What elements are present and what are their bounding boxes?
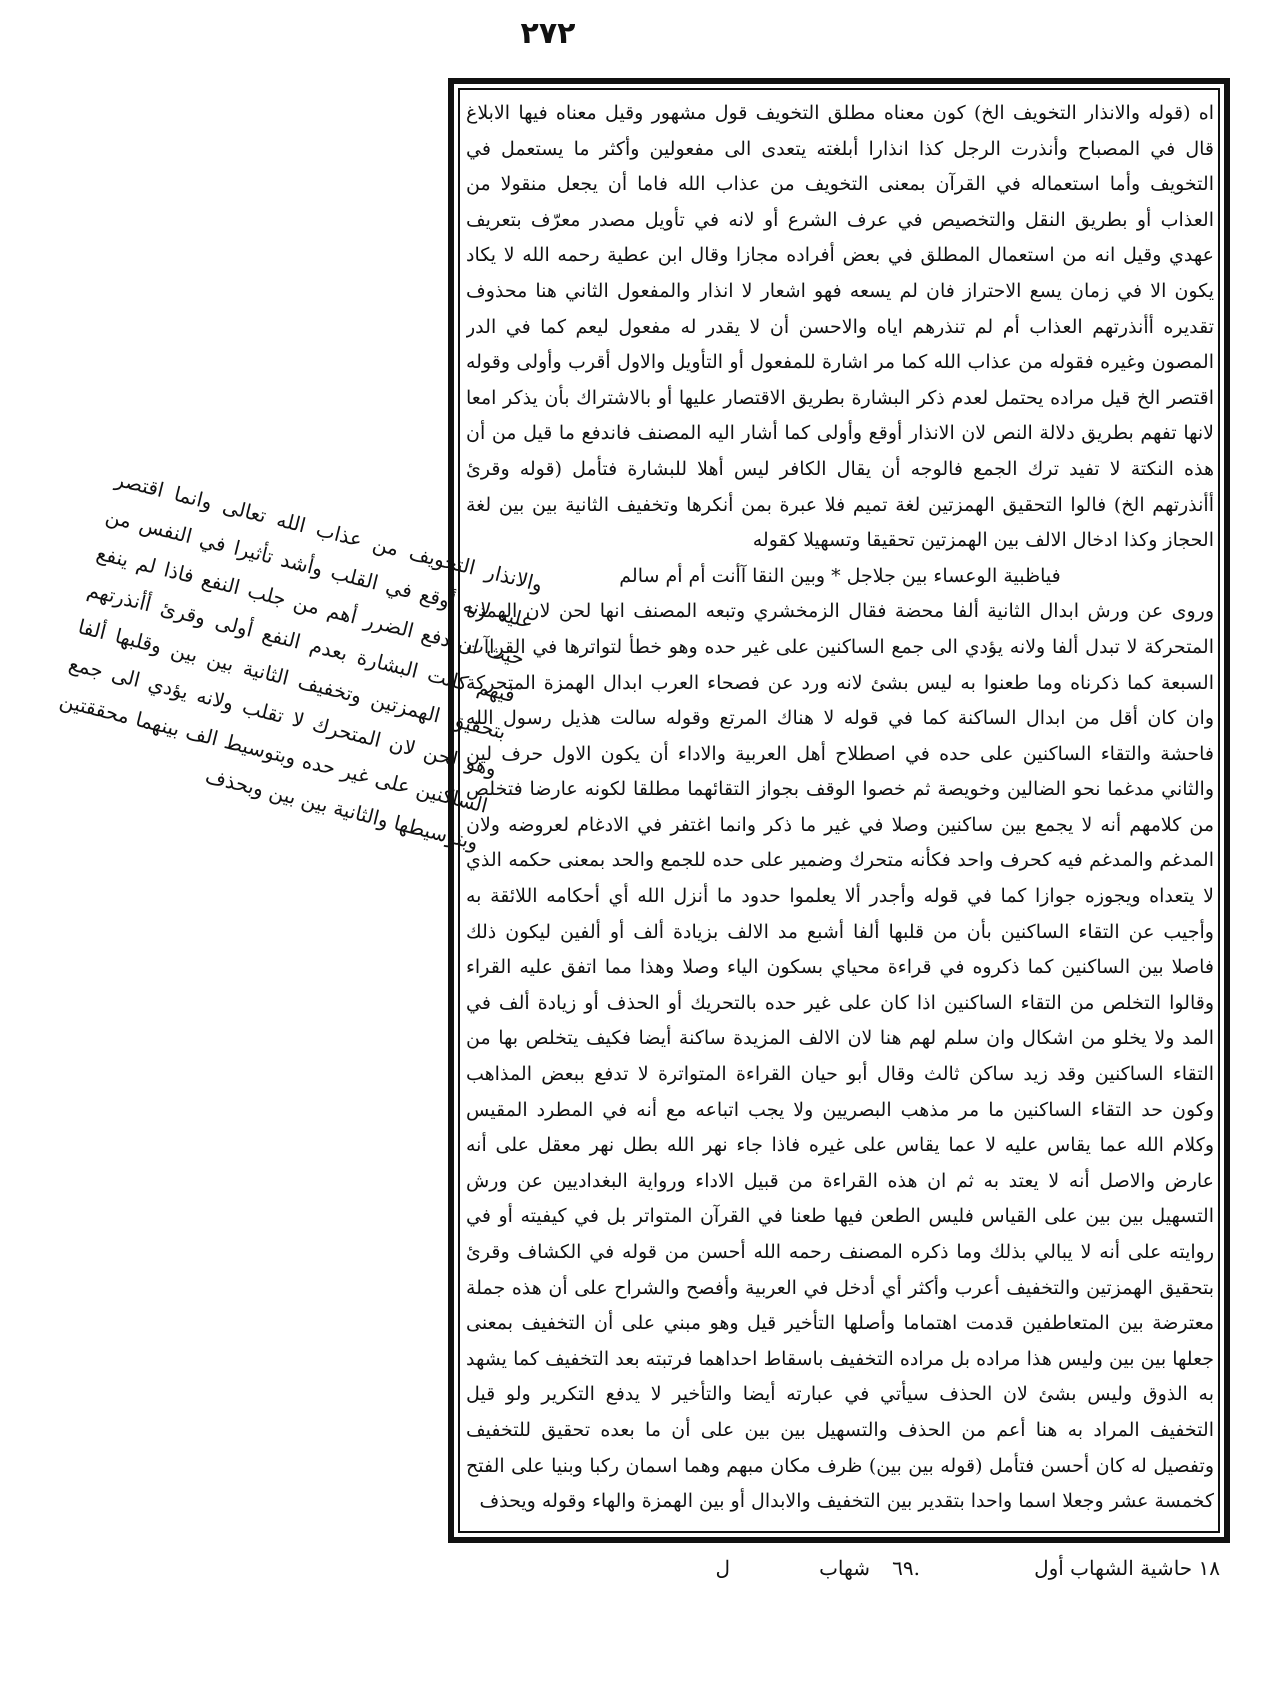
margin-note-text: والانذار التخويف من عذاب الله تعالى وانما اقتصر عليه لانه أوقع في القلب وأشد تأثيرا في النفس من حيث ان دفع الضرر أهم من جلب النفع فاذا لم ينفع فيهم كانت البشارة بعدم النفع أولى وقرئ أأنذرتهم بتحقيق الهمزتين وتخفيف الثانية بين بين وقلبها ألفا وهو لحن لان المتحرك لا تقلب ولانه يؤدي الى جمع الساكنين على غير حده وبتوسيط الف بينهما محققتين وبتوسيطها والثانية بين بين وبحذف: [57, 466, 546, 855]
footer-label: شهاب: [819, 1556, 870, 1580]
main-text-block: اه (قوله والانذار التخويف الخ) كون معناه مطلق التخويف قول مشهور وقيل معناه فيها الابلاغ قال في المصباح وأنذرت الرجل كذا انذارا أبلغته يتعدى الى مفعولين وأكثر ما يستعمل في التخويف وأما استعماله في القرآن بمعنى التخويف من عذاب الله فاما أن يجعل منقولا من العذاب أو بطريق النقل والتخصيص في عرف الشرع أو لانه في تأويل مصدر معرّف بتعريف عهدي وقيل انه من استعمال المطلق في بعض أفراده مجازا وقال ابن عطية رحمه الله لا يكاد يكون الا في زمان يسع الاحتراز فان لم يسعه فهو اشعار لا انذار والمفعول الثاني هنا محذوف تقديره أأنذرتهم العذاب أم لم تنذرهم اياه والاحسن أن لا يقدر له مفعول ليعم كما في الدر المصون وغيره فقوله من عذاب الله كما مر اشارة للمفعول أو التأويل والاول أقرب وأولى وقوله اقتصر الخ قيل مراده يحتمل لعدم ذكر البشارة بطريق الاقتصار عليها أو بالاشتراك بأن يذكر امعا لانها تفهم بطريق دلالة النص لان الانذار أوقع وأولى كما أشار اليه المصنف فاندفع ما قيل من أن هذه النكتة لا تفيد ترك الجمع فالوجه أن يقال الكافر ليس أهلا للبشارة فتأمل (قوله وقرئ أأنذرتهم الخ) فالوا التحقيق الهمزتين لغة تميم فلا عبرة بمن أنكرها وتخفيف الثانية بين بين لغة الحجاز وكذا ادخال الالف بين الهمزتين تحقيقا وتسهيلا كقوله: [466, 102, 1214, 552]
main-text-body: [466, 96, 1214, 1528]
footer-signature: ١٨ حاشية الشهاب أول: [1034, 1556, 1220, 1580]
footer-letter: ل: [715, 1556, 730, 1580]
page-footer: [448, 1548, 1230, 1588]
footer-number: .٦٩: [892, 1556, 920, 1580]
verse-line: فياظبية الوعساء بين جلاجل * وبين النقا آأنت أم أم سالم: [619, 564, 1061, 587]
main-text-block: وروى عن ورش ابدال الثانية ألفا محضة فقال الزمخشري وتبعه المصنف انها لحن لان الهمزة المتحركة لا تبدل ألفا ولانه يؤدي الى جمع الساكنين على غير حده وهو خطأ لتواترها في القراآت السبعة كما ذكرناه وما طعنوا به ليس بشئ لانه ورد عن فصحاء العرب ابدال الهمزة المتحركة وان كان أقل من ابدال الساكنة كما في قوله لا هناك المرتع وقوله سالت هذيل رسول الله فاحشة والتقاء الساكنين على حده في اصطلاح أهل العربية والاداء أن يكون الاول حرف لين والثاني مدغما نحو الضالين وخويصة ثم خصوا الوقف بجواز التقائهما مطلقا لكونه عارضا فتخلص من كلامهم أنه لا يجمع بين ساكنين وصلا في غير ما ذكر وانما اغتفر في الادغام لعروضه ولان المدغم والمدغم فيه كحرف واحد فكأنه متحرك وضمير على حده للجمع والحد بمعنى حكمه الذي لا يتعداه ويجوزه جوازا كما في قوله وأجدر ألا يعلموا حدود ما أنزل الله أي أحكامه اللائقة به وأجيب عن التقاء الساكنين بأن من قلبها ألفا أشبع مد الالف بزيادة ألف أو ألفين ليكون ذلك فاصلا بين الساكنين كما ذكروه في قراءة محياي بسكون الياء وصلا وهذا مما اتفق عليه القراء وقالوا التخلص من التقاء الساكنين اذا كان على غير حده بالتحريك أو الحذف أو زيادة ألف في المد ولا يخلو من اشكال وان سلم لهم هنا لان الالف المزيدة ساكنة أيضا فكيف يتخلص بها من التقاء الساكنين وقد زيد ساكن ثالث وقال أبو حيان القراءة المتواترة لا تدفع ببعض المذاهب وكون حد التقاء الساكنين ما مر مذهب البصريين ولا يجب اتباعه مع أنه في المطرد المقيس وكلام الله عما يقاس عليه لا عما يقاس على غيره فاذا جاء نهر الله بطل نهر معقل على أنه عارض والاصل أنه لا يعتد به ثم ان هذه القراءة من قبيل الاداء ورواية البغداديين عن ورش التسهيل بين بين على القياس فليس الطعن فيها طعنا في القرآن المتواتر بل في كيفيته أو في روايته على أنه لا يبالي بذلك وما ذكره المصنف رحمه الله أحسن من قوله في الكشاف وقرئ بتحقيق الهمزتين والتخفيف أعرب وأكثر أي أدخل في العربية وأفصح والشراح على أن هذه جملة معترضة بين المتعاطفين قدمت اهتماما وأصلها التأخير قيل وهو مبني على أن التخفيف بمعنى جعلها بين بين وليس هذا مراده بل مراده التخفيف باسقاط احداهما فرتبته بعد التخفيف كما يشهد به الذوق وليس بشئ لان الحذف سيأتي في عبارته أيضا والتأخير لا يدفع التكرير ولو قيل التخفيف المراد به هنا أعم من الحذف والتسهيل بين بين على أن ما بعده تحقيق للتخفيف وتفصيل له كان أحسن فتأمل (قوله بين بين) ظرف مكان مبهم وهما اسمان ركبا وبنيا على الفتح كخمسة عشر وجعلا اسما واحدا بتقدير بين التخفيف والابدال أو بين الهمزة والهاء وقوله ويحذف: [466, 600, 1214, 1513]
page-number: ٢٧٢: [520, 16, 576, 51]
